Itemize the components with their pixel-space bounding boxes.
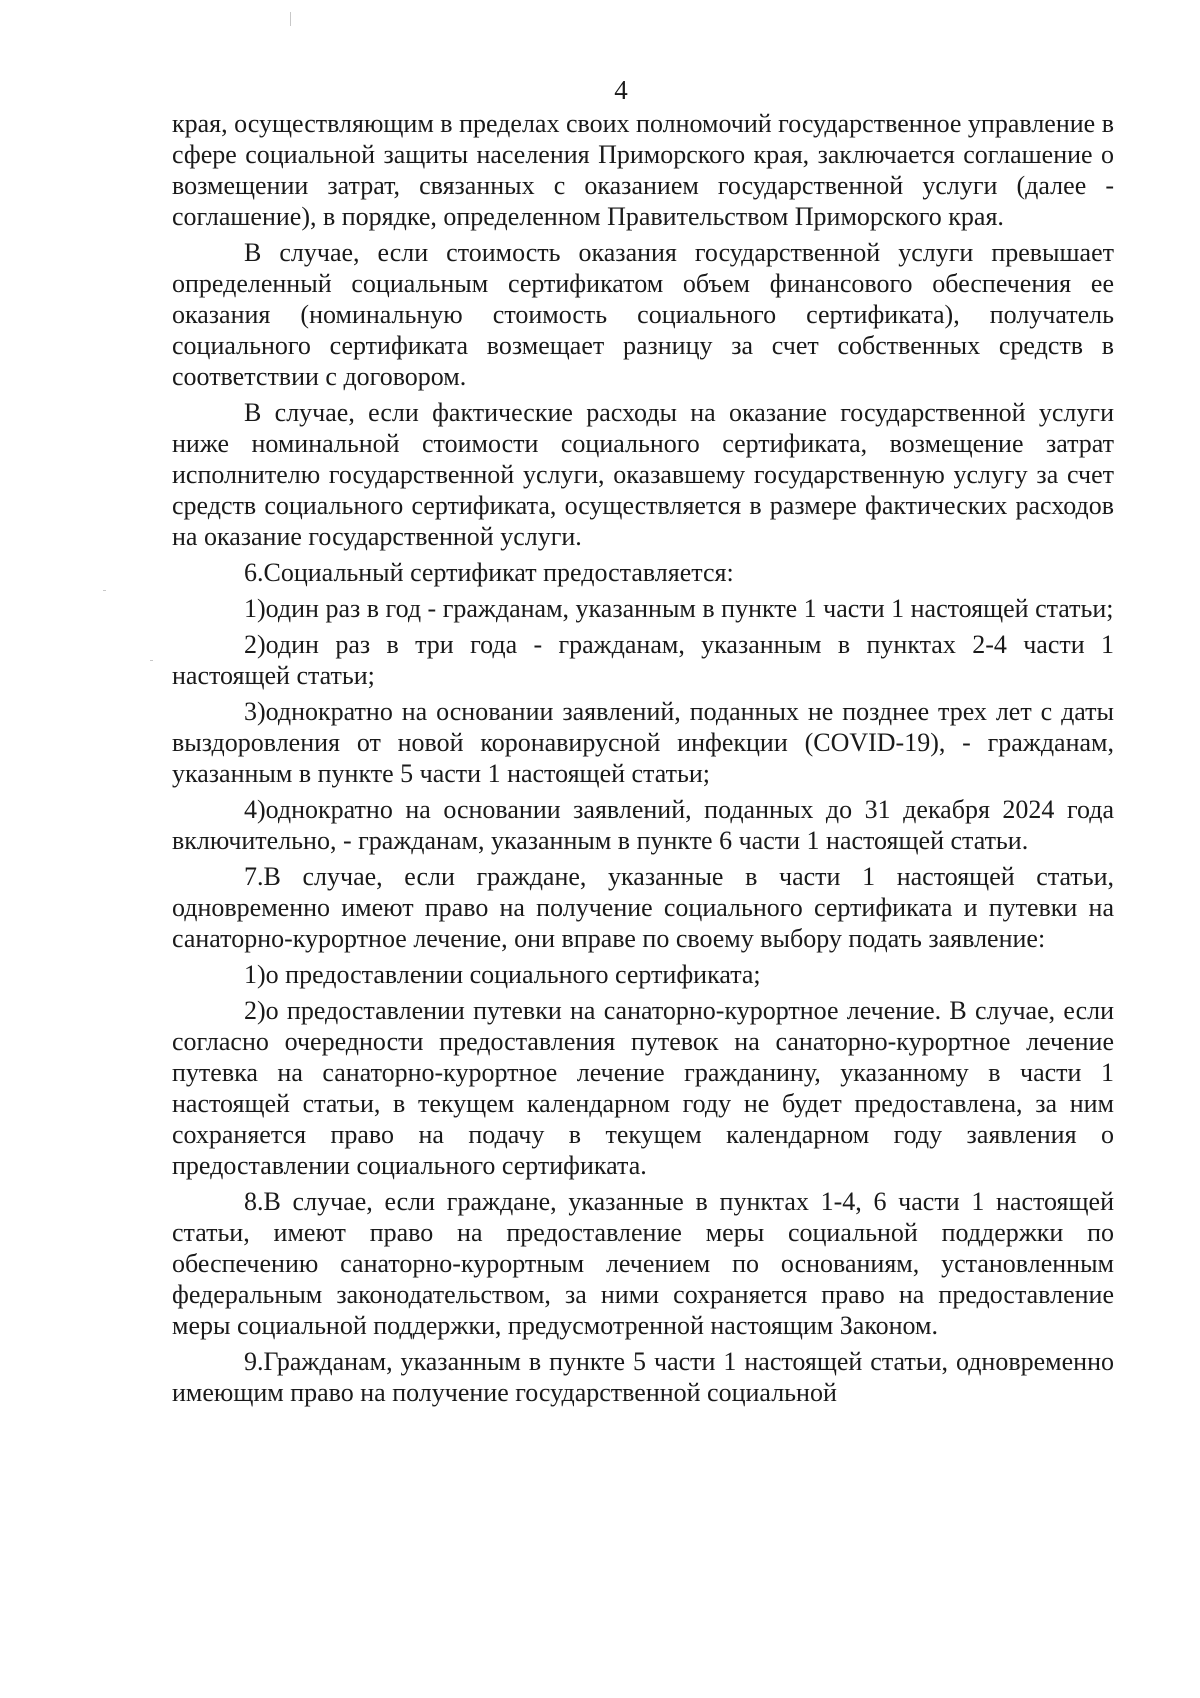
list-item: 3)однократно на основании заявлений, поданных не позднее трех лет с даты выздоровления от новой коронавирусной инфекции (COVID-19), - гражданам, указанным в пункте 5 части 1 настоящей статьи; <box>172 697 1114 788</box>
page-number: 4 <box>614 75 628 105</box>
list-item: 2)о предоставлении путевки на санаторно-курортное лечение. В случае, если согласно очередности предоставления путевок на санаторно-курортное лечение путевка на санаторно-курортное лечение гражданину, указанному в части 1 настоящей статьи, в текущем календарном году не будет предоставлена, за ним сохраняется право на подачу в текущем календарном году заявления о предоставлении социального сертификата. <box>172 996 1114 1180</box>
list-item: 2)один раз в три года - гражданам, указанным в пунктах 2-4 части 1 настоящей статьи; <box>172 630 1114 690</box>
list-item: 1)о предоставлении социального сертификата; <box>244 960 761 989</box>
paragraph: В случае, если фактические расходы на оказание государственной услуги ниже номинальной стоимости социального сертификата, возмещение затрат исполнителю государственной услуги, оказавшему государственную услугу за счет средств социального сертификата, осуществляется в размере фактических расходов на оказание государственной услуги. <box>172 398 1114 551</box>
scan-artifact-mark <box>290 12 291 26</box>
paragraph: края, осуществляющим в пределах своих полномочий государственное управление в сфере социальной защиты населения Приморского края, заключается соглашение о возмещении затрат, связанных с оказанием государственной услуги (далее - соглашение), в порядке, определенном Правительством Приморского края. <box>172 109 1114 231</box>
list-item: 1)один раз в год - гражданам, указанным в пункте 1 части 1 настоящей статьи; <box>244 594 1114 623</box>
document-body <box>172 108 1114 1413</box>
scan-artifact-mark <box>150 660 153 661</box>
section-heading: 6.Социальный сертификат предоставляется: <box>244 558 734 587</box>
paragraph: 8.В случае, если граждане, указанные в пунктах 1-4, 6 части 1 настоящей статьи, имеют право на предоставление меры социальной поддержки по обеспечению санаторно-курортным лечением по основаниям, установленным федеральным законодательством, за ними сохраняется право на предоставление меры социальной поддержки, предусмотренной настоящим Законом. <box>172 1187 1114 1340</box>
paragraph: В случае, если стоимость оказания государственной услуги превышает определенный социальным сертификатом объем финансового обеспечения ее оказания (номинальную стоимость социального сертификата), получатель социального сертификата возмещает разницу за счет собственных средств в соответствии с договором. <box>172 238 1114 391</box>
paragraph: 7.В случае, если граждане, указанные в части 1 настоящей статьи, одновременно имеют право на получение социального сертификата и путевки на санаторно-курортное лечение, они вправе по своему выбору подать заявление: <box>172 862 1114 953</box>
list-item: 4)однократно на основании заявлений, поданных до 31 декабря 2024 года включительно, - гражданам, указанным в пункте 6 части 1 настоящей статьи. <box>172 795 1114 855</box>
scan-artifact-mark <box>103 590 106 591</box>
paragraph: 9.Гражданам, указанным в пункте 5 части 1 настоящей статьи, одновременно имеющим право на получение государственной социальной <box>172 1347 1114 1407</box>
